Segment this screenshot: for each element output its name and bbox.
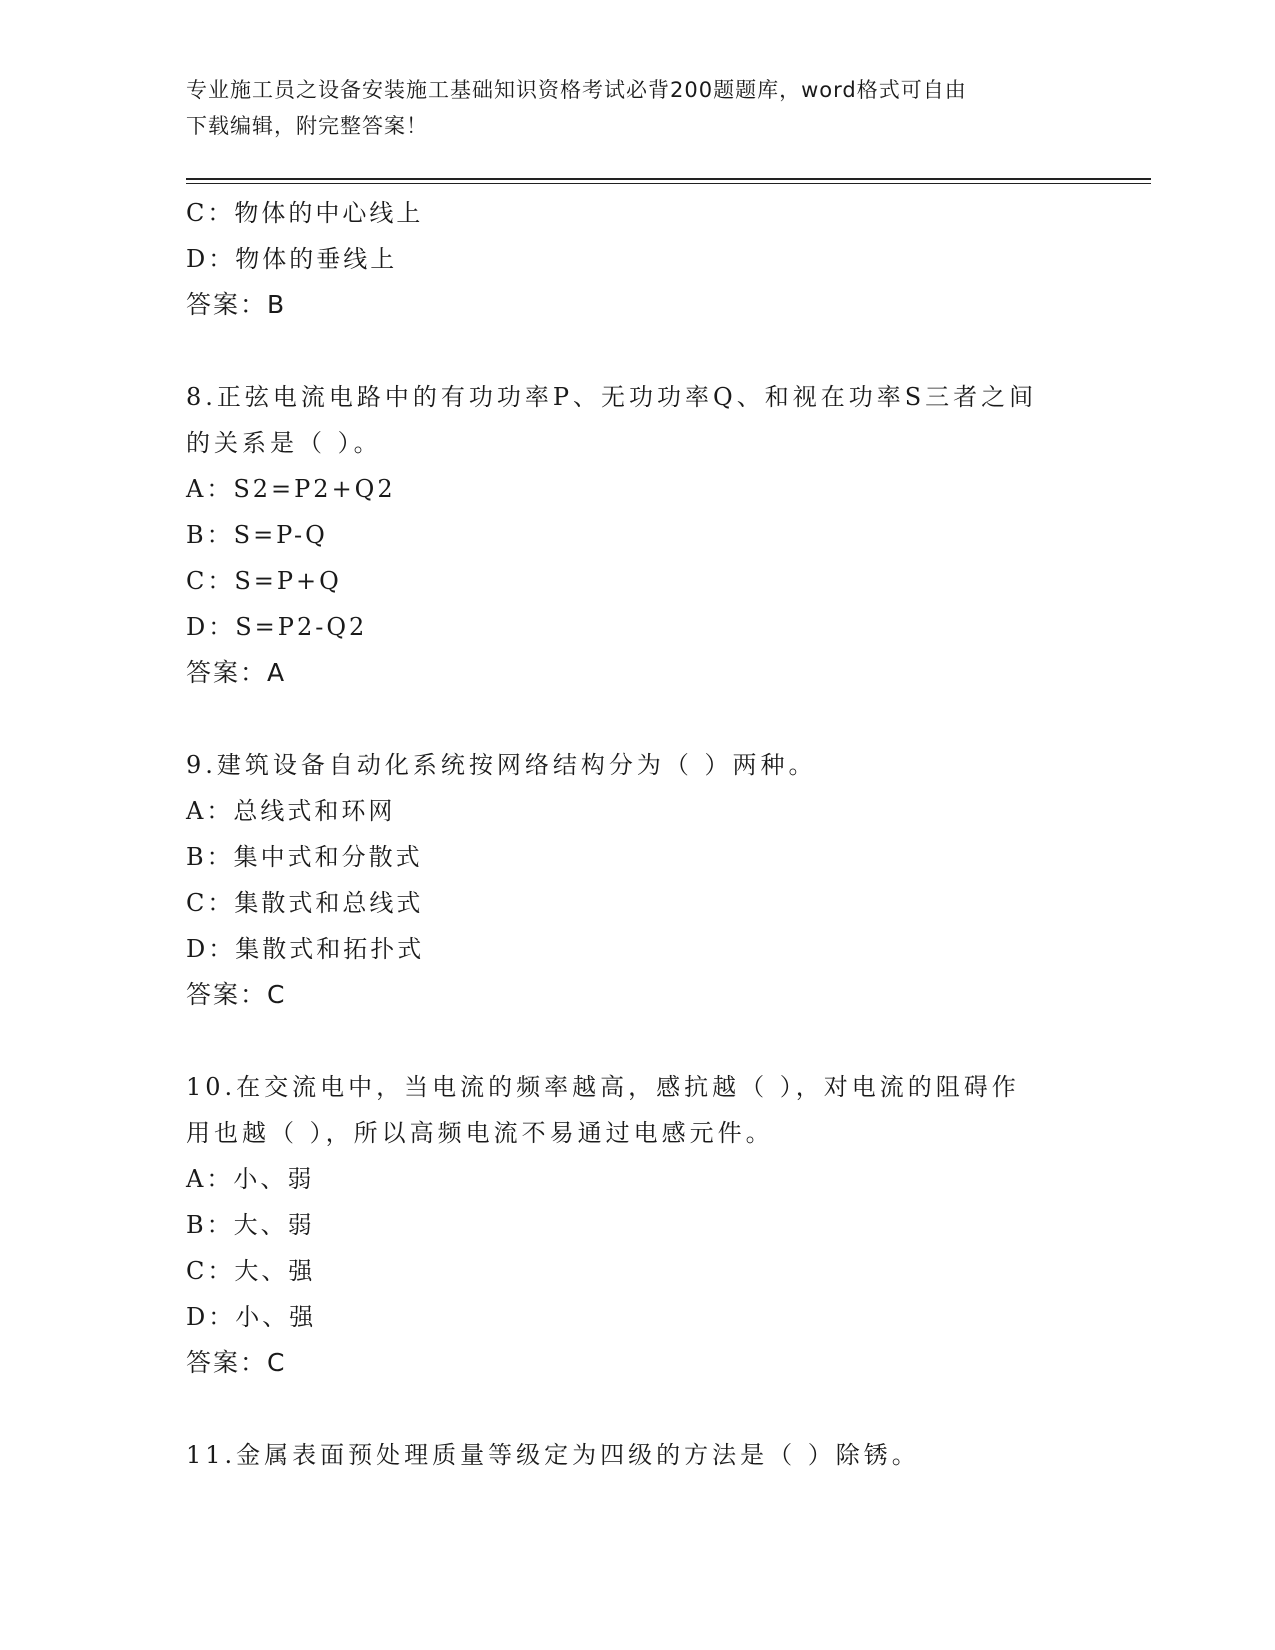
question-stem: 8.正弦电流电路中的有功功率P、无功功率Q、和视在功率S三者之间 <box>186 383 1038 411</box>
header-line-1: 专业施工员之设备安装施工基础知识资格考试必背200题题库，word格式可自由 <box>186 78 967 102</box>
option-b: B：大、弱 <box>186 1211 315 1239</box>
option-a: A：S2=P2+Q2 <box>186 475 396 503</box>
answer-line: 答案：C <box>186 980 287 1009</box>
question-list <box>186 190 1086 1478</box>
option-b: B：集中式和分散式 <box>186 843 423 871</box>
option-d: D：小、强 <box>186 1303 317 1331</box>
question-11 <box>186 1432 1086 1478</box>
question-stem: 9.建筑设备自动化系统按网络结构分为（ ）两种。 <box>186 751 817 779</box>
document-header <box>186 72 1066 144</box>
question-7-tail <box>186 190 1086 328</box>
question-9 <box>186 742 1086 1018</box>
option-d: D：S=P2-Q2 <box>186 613 368 641</box>
question-stem-cont: 用也越（ ），所以高频电流不易通过电感元件。 <box>186 1119 774 1147</box>
question-stem-cont: 的关系是（ ）。 <box>186 429 382 457</box>
answer-line: 答案：A <box>186 658 287 687</box>
question-stem: 11.金属表面预处理质量等级定为四级的方法是（ ）除锈。 <box>186 1441 920 1469</box>
option-c: C：物体的中心线上 <box>186 199 424 227</box>
answer-line: 答案：B <box>186 290 287 319</box>
option-d: D：集散式和拓扑式 <box>186 935 425 963</box>
spacer <box>186 328 1086 374</box>
option-b: B：S=P-Q <box>186 521 328 549</box>
option-d: D：物体的垂线上 <box>186 245 398 273</box>
question-stem: 10.在交流电中，当电流的频率越高，感抗越（ ），对电流的阻碍作 <box>186 1073 1020 1101</box>
option-a: A：小、弱 <box>186 1165 315 1193</box>
question-8 <box>186 374 1086 696</box>
spacer <box>186 696 1086 742</box>
answer-line: 答案：C <box>186 1348 287 1377</box>
spacer <box>186 1018 1086 1064</box>
header-rule-thick <box>186 178 1151 180</box>
header-line-2: 下载编辑，附完整答案！ <box>186 114 428 138</box>
option-c: C：集散式和总线式 <box>186 889 424 917</box>
option-a: A：总线式和环网 <box>186 797 396 825</box>
header-rule-thin <box>186 183 1151 184</box>
question-10 <box>186 1064 1086 1386</box>
option-c: C：大、强 <box>186 1257 316 1285</box>
spacer <box>186 1386 1086 1432</box>
option-c: C：S=P+Q <box>186 567 342 595</box>
